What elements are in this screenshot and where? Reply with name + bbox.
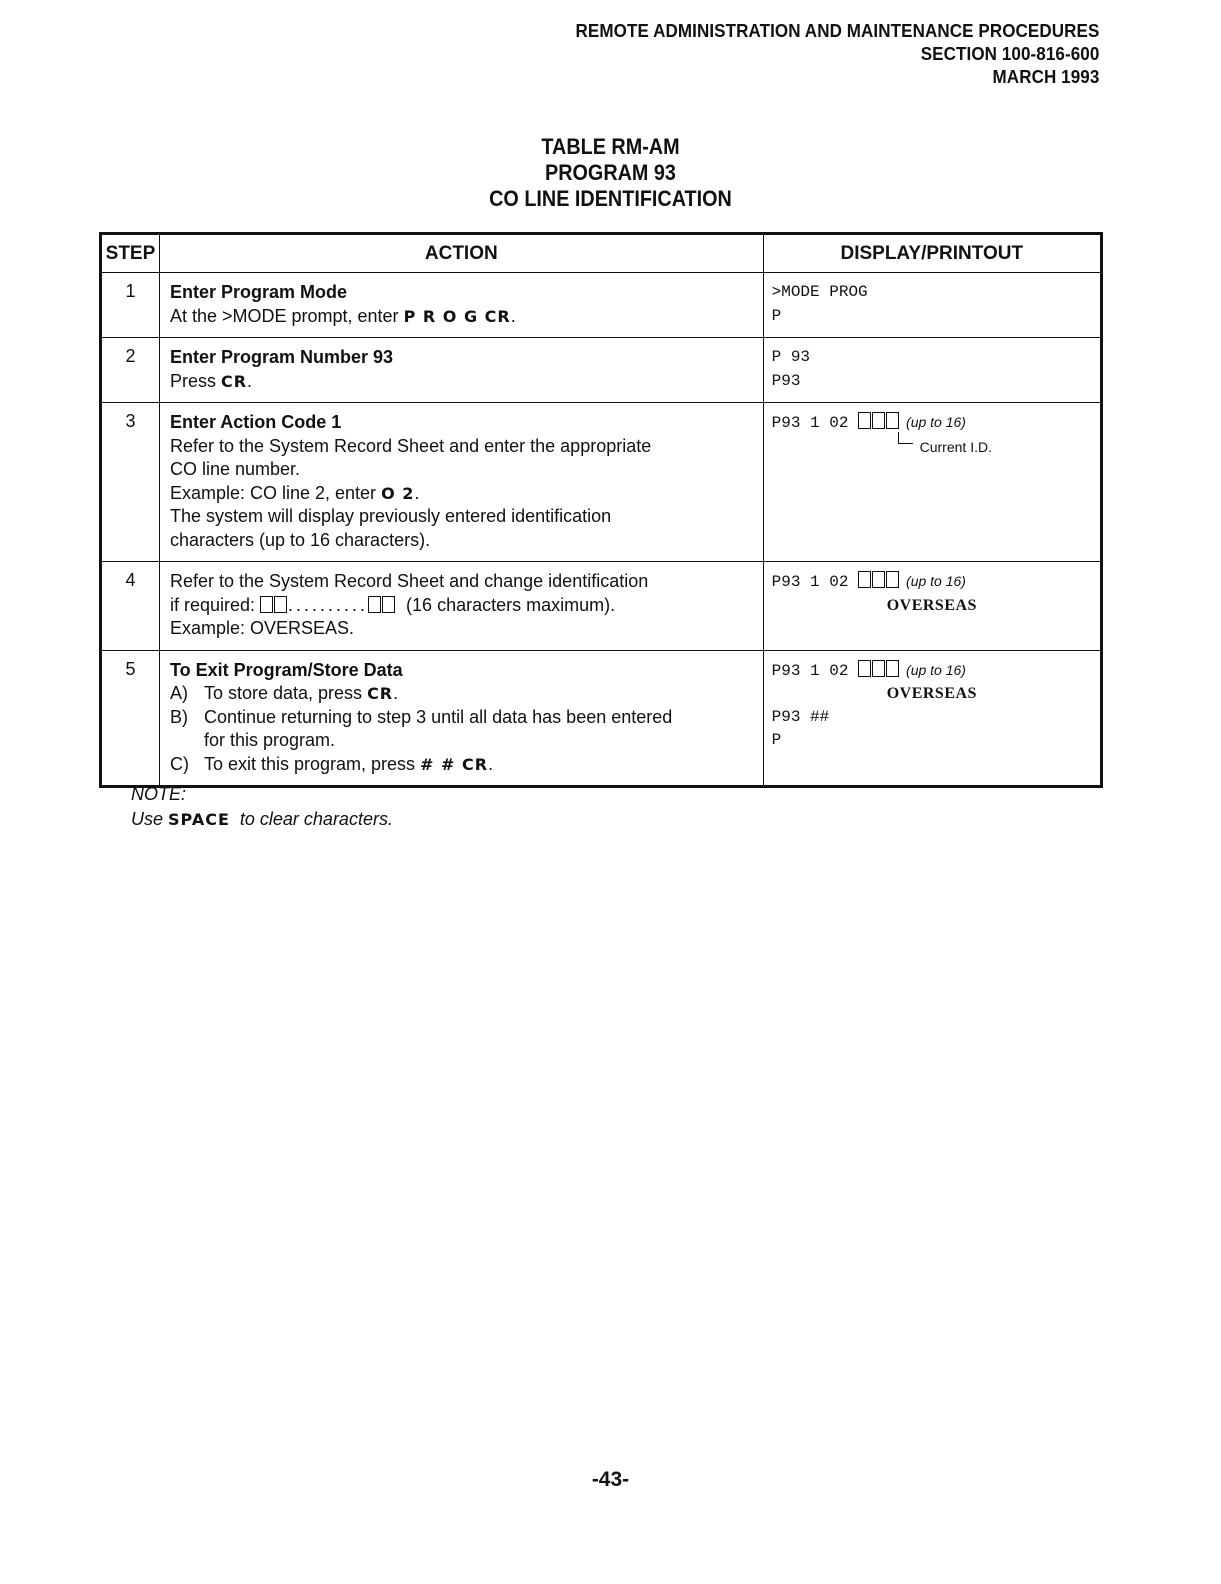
char-box-icon <box>872 660 885 677</box>
bracket-icon <box>898 432 913 444</box>
key-sequence: CR <box>220 371 248 391</box>
char-box-icon <box>858 660 871 677</box>
action-cell <box>159 650 763 787</box>
step-number: 3 <box>101 403 160 562</box>
sub-step-label: B) <box>169 706 188 727</box>
procedure-table <box>99 232 1103 788</box>
document-header <box>575 19 1099 88</box>
sub-step-label: C) <box>169 753 189 774</box>
note <box>131 782 393 832</box>
action-cell: Enter Program Number 93 Press CR. <box>159 338 763 403</box>
char-box-icon <box>260 596 273 613</box>
step-heading: Enter Program Mode <box>169 282 347 302</box>
step-heading: To Exit Program/Store Data <box>169 659 403 680</box>
key-sequence: CR <box>367 684 394 703</box>
display-line: P93 ## <box>771 707 830 726</box>
display-line: P93 1 02 <box>771 414 849 432</box>
display-line: OVERSEAS <box>886 685 977 702</box>
display-cell <box>763 650 1101 787</box>
step-text: To store data, press <box>203 683 363 703</box>
current-id-callout <box>772 435 1092 458</box>
step-text: The system will display previously entered identification <box>169 506 612 526</box>
action-column-header: ACTION <box>159 234 763 273</box>
sub-step <box>170 706 753 753</box>
action-cell <box>159 562 763 651</box>
step-text: At the >MODE prompt, enter <box>169 305 399 326</box>
char-box-icon <box>368 596 381 613</box>
char-box-icon <box>872 412 885 429</box>
step-text: for this program. <box>203 730 335 750</box>
display-line: P93 1 02 <box>771 573 849 591</box>
step-text: (16 characters maximum). <box>406 594 616 615</box>
up-to-label: (up to 16) <box>906 414 966 430</box>
note-text: to clear characters. <box>239 809 393 829</box>
current-id-label: Current I.D. <box>919 438 992 455</box>
step-text: characters (up to 16 characters). <box>169 529 431 550</box>
action-cell: Enter Program Mode At the >MODE prompt, enter P R O G CR. <box>159 273 763 338</box>
table-row <box>101 650 1102 787</box>
key-sequence: # # CR <box>420 754 489 774</box>
program-name: CO LINE IDENTIFICATION <box>489 186 732 211</box>
program-number: PROGRAM 93 <box>545 160 676 185</box>
display-line: >MODE PROG <box>771 283 868 301</box>
char-box-icon <box>886 571 899 588</box>
page-number: -43- <box>591 1468 630 1491</box>
dots-separator: .......... <box>288 594 369 615</box>
header-date: MARCH 1993 <box>992 66 1099 87</box>
action-cell: Enter Action Code 1 Refer to the System Record Sheet and enter the appropriate CO line number. Example: CO line 2, enter O 2. The system will display previously entered identification characters (up to 16 characters). <box>159 403 763 562</box>
display-line: OVERSEAS <box>886 596 977 614</box>
key-sequence: P R O G CR <box>403 306 511 326</box>
up-to-label: (up to 16) <box>906 573 966 589</box>
note-label: NOTE: <box>131 784 187 804</box>
table-title <box>0 134 1221 212</box>
display-line: P93 <box>771 371 801 390</box>
key-sequence: O 2 <box>381 483 415 503</box>
display-line: P <box>771 731 782 749</box>
display-line: P 93 <box>771 348 811 366</box>
up-to-label: (up to 16) <box>906 661 966 678</box>
sub-step: C) To exit this program, press # # CR. <box>170 753 753 777</box>
table-row <box>101 273 1102 338</box>
step-text: Refer to the System Record Sheet and change identification <box>169 571 649 591</box>
step-text: Refer to the System Record Sheet and enter the appropriate <box>169 435 652 456</box>
step-text: Example: CO line 2, enter <box>169 482 377 503</box>
step-column-header: STEP <box>101 234 160 273</box>
step-heading: Enter Action Code 1 <box>169 412 342 432</box>
display-cell <box>763 338 1101 403</box>
display-cell <box>763 403 1101 562</box>
step-text: Press <box>169 370 216 391</box>
char-box-icon <box>872 571 885 588</box>
char-box-icon <box>858 412 871 429</box>
table-row <box>101 562 1102 651</box>
display-line: P <box>771 306 782 325</box>
step-number: 5 <box>101 650 160 787</box>
sub-step: A) To store data, press CR. <box>170 682 753 706</box>
char-box-icon <box>886 660 899 677</box>
step-number: 1 <box>101 273 160 338</box>
note-text: Use <box>131 809 164 829</box>
char-box-icon <box>382 596 395 613</box>
display-line: P93 1 02 <box>771 661 849 680</box>
step-text: if required: <box>169 594 255 615</box>
step-text: To exit this program, press <box>203 753 416 774</box>
char-box-icon <box>274 596 287 613</box>
header-title: REMOTE ADMINISTRATION AND MAINTENANCE PROCEDURES <box>575 20 1099 41</box>
table-header-row <box>101 234 1102 273</box>
display-cell <box>763 562 1101 651</box>
table-row <box>101 403 1102 562</box>
header-section: SECTION 100-816-600 <box>920 43 1099 64</box>
sub-step-label: A) <box>169 683 188 703</box>
step-text: Example: OVERSEAS. <box>169 618 355 638</box>
key-sequence: SPACE <box>168 810 230 829</box>
char-box-icon <box>886 412 899 429</box>
char-box-icon <box>858 571 871 588</box>
table-id: TABLE RM-AM <box>541 134 680 159</box>
display-cell <box>763 273 1101 338</box>
step-number: 2 <box>101 338 160 403</box>
display-column-header: DISPLAY/PRINTOUT <box>763 234 1101 273</box>
step-text: CO line number. <box>169 459 301 479</box>
step-heading: Enter Program Number 93 <box>169 347 394 367</box>
step-number: 4 <box>101 562 160 651</box>
table-row <box>101 338 1102 403</box>
step-text: Continue returning to step 3 until all data has been entered <box>203 706 673 727</box>
